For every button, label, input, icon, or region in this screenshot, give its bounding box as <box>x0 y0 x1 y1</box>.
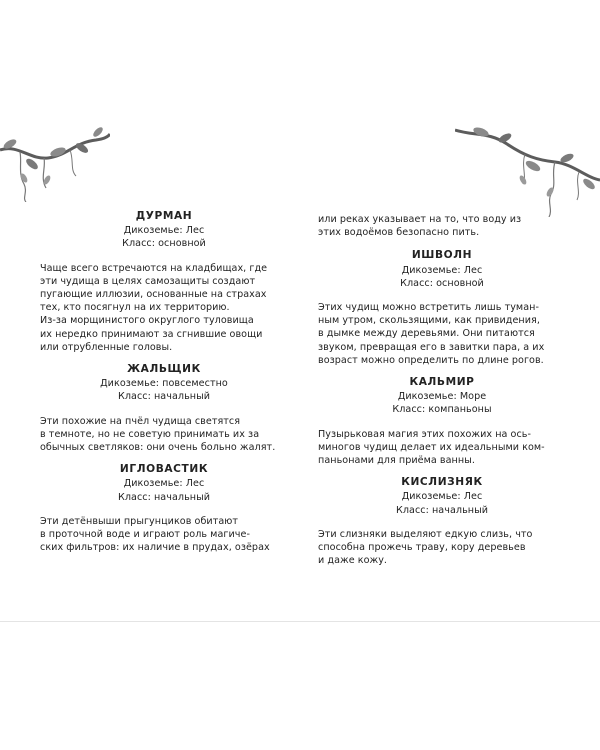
left-vine-illustration <box>0 122 110 202</box>
entry-class: Класс: начальный <box>395 504 489 516</box>
description-line: возраст можно определить по длине рогов. <box>318 354 544 366</box>
spacer <box>318 417 566 428</box>
description-line: ным утром, скользящими, как привидения, <box>318 315 540 327</box>
entry-description <box>318 428 566 468</box>
entry-durman <box>40 210 288 354</box>
description-line: звуком, превращая его в завитки пара, а их <box>318 341 545 353</box>
description-line: в дымке между деревьями. Они питаются <box>318 328 535 340</box>
description-line: или отрубленные головы. <box>40 341 173 353</box>
description-line: Из-за морщинистого округлого туловища <box>40 315 254 327</box>
description-line: пугающие иллюзии, основанные на страхах <box>40 289 267 301</box>
description-line: эти чудища в целях самозащиты создают <box>40 275 256 287</box>
description-line: Эти слизняки выделяют едкую слизь, что <box>318 528 533 540</box>
entry-title: ЖАЛЬЩИК <box>127 363 201 376</box>
description-line: или реках указывает на то, что воду из <box>318 214 522 225</box>
description-line: миногов чудищ делает их идеальными ком- <box>318 441 545 453</box>
entry-habitat: Дикоземье: Лес <box>123 478 205 490</box>
description-line: Этих чудищ можно встретить лишь туман- <box>318 302 539 314</box>
entry-title: ДУРМАН <box>135 210 193 222</box>
entry-kislizniak <box>318 476 566 567</box>
description-line: паньонами для приёма ванны. <box>318 455 475 467</box>
right-page-column <box>318 213 566 576</box>
entry-description <box>40 415 288 455</box>
description-line: Эти похожие на пчёл чудища светятся <box>40 415 241 427</box>
entry-kalmir <box>318 376 566 467</box>
entry-class: Класс: начальный <box>117 391 211 403</box>
description-line: их нередко принимают за сгнившие овощи <box>40 328 263 340</box>
entry-class: Класс: компаньоны <box>392 404 492 416</box>
entry-description <box>318 528 566 568</box>
description-line: тех, кто посягнул на их территорию. <box>40 302 230 314</box>
entry-habitat: Дикоземье: Море <box>397 391 487 403</box>
entry-zhalshchik <box>40 363 288 454</box>
entry-class: Класс: начальный <box>117 491 211 503</box>
entry-title: ИГЛОВАСТИК <box>119 463 209 476</box>
entry-habitat: Дикоземье: Лес <box>401 264 483 276</box>
spacer <box>40 504 288 515</box>
entry-description <box>318 301 566 367</box>
description-line: Эти детёнвыши прыгунциков обитают <box>40 515 239 527</box>
left-page-column <box>40 210 288 563</box>
entry-description <box>40 262 288 354</box>
spacer <box>40 404 288 415</box>
entry-iglovastik <box>40 463 288 554</box>
description-line: этих водоёмов безопасно пить. <box>318 227 480 239</box>
entry-description <box>40 515 288 555</box>
entry-title: КАЛЬМИР <box>409 376 475 389</box>
right-vine-illustration <box>455 122 600 217</box>
description-line: Чаще всего встречаются на кладбищах, где <box>40 262 268 274</box>
description-line: Пузырьковая магия этих похожих на ось- <box>318 428 532 440</box>
entry-class: Класс: основной <box>122 238 206 250</box>
description-line: способна прожечь траву, кору деревьев <box>318 542 526 554</box>
page-bottom-divider <box>0 621 600 622</box>
spacer <box>318 517 566 528</box>
continued-text <box>318 213 566 239</box>
spacer <box>40 251 288 262</box>
description-line: и даже кожу. <box>318 555 388 567</box>
entry-ishvoln <box>318 249 566 367</box>
entry-title: ИШВОЛН <box>411 249 473 262</box>
description-line: ских фильтров: их наличие в прудах, озёрах <box>40 542 270 554</box>
entry-habitat: Дикоземье: Лес <box>123 225 205 237</box>
spacer <box>318 290 566 301</box>
description-line: в темноте, но не советую принимать их за <box>40 428 260 440</box>
entry-habitat: Дикоземье: Лес <box>401 491 483 503</box>
entry-title: КИСЛИЗНЯК <box>401 476 483 489</box>
entry-class: Класс: основной <box>400 277 484 289</box>
description-line: обычных светляков: они очень больно жалят. <box>40 442 276 454</box>
entry-habitat: Дикоземье: повсеместно <box>100 378 228 390</box>
description-line: в проточной воде и играют роль магиче- <box>40 529 250 541</box>
